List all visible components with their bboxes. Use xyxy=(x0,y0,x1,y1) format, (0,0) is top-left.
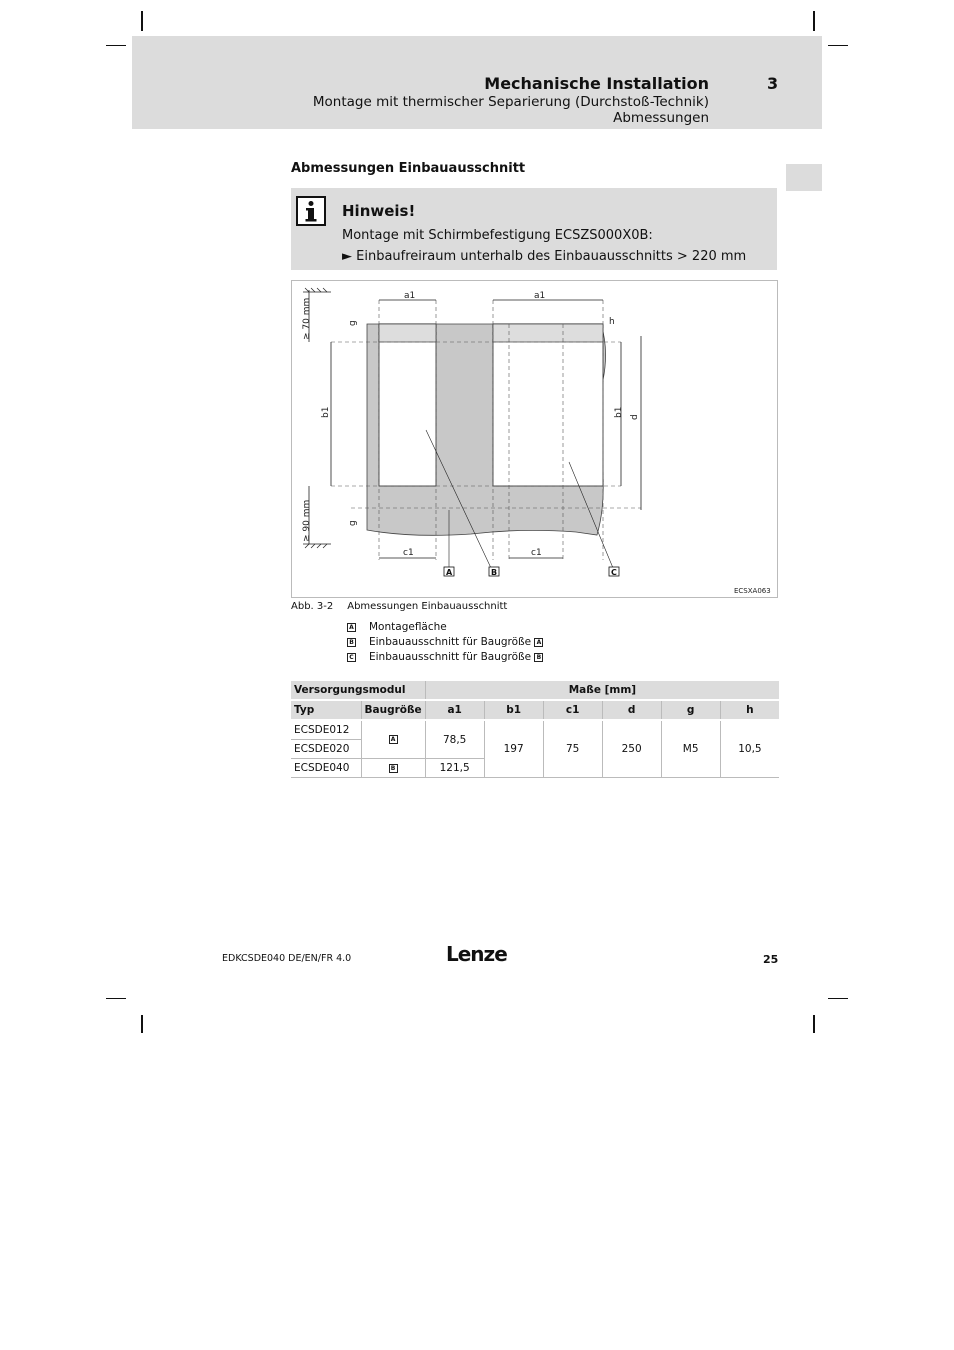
header-band xyxy=(132,36,822,129)
cell-b1: 197 xyxy=(484,720,543,778)
lenze-logo: Lenze xyxy=(446,942,507,966)
marker-c: C xyxy=(611,568,617,577)
dim-b1-left: b1 xyxy=(321,406,331,418)
col-g: g xyxy=(661,700,720,720)
cutout-diagram xyxy=(291,280,778,598)
legend-item xyxy=(347,621,447,633)
cell-h: 10,5 xyxy=(720,720,779,778)
dim-g-bottom: g xyxy=(348,520,358,526)
legend-text: Einbauausschnitt für Baugröße xyxy=(369,651,532,663)
cell-a1: 78,5 xyxy=(425,720,484,759)
group-header-right: Maße [mm] xyxy=(425,681,779,700)
document-code: EDKCSDE040 DE/EN/FR 4.0 xyxy=(222,953,352,964)
group-header-left: Versorgungsmodul xyxy=(291,681,425,700)
dim-a1-left: a1 xyxy=(404,291,416,301)
clearance-top: ≥ 70 mm xyxy=(302,297,312,340)
note-text: Montage mit Schirmbefestigung ECSZS000X0B: xyxy=(342,228,653,243)
figure-code: ECSXA063 xyxy=(734,587,771,595)
crop-mark xyxy=(828,45,848,46)
figure-caption xyxy=(291,601,507,612)
cell-a1: 121,5 xyxy=(425,759,484,778)
col-a1: a1 xyxy=(425,700,484,720)
side-tab xyxy=(786,164,822,191)
marker-b: B xyxy=(491,568,498,577)
cell-d: 250 xyxy=(602,720,661,778)
cell-c1: 75 xyxy=(543,720,602,778)
crop-mark xyxy=(106,45,126,46)
note-title: Hinweis! xyxy=(342,202,416,220)
legend-ref: A xyxy=(534,638,543,647)
col-c1: c1 xyxy=(543,700,602,720)
legend-text: Einbauausschnitt für Baugröße xyxy=(369,636,532,648)
legend-key-b: B xyxy=(347,638,356,647)
dimensions-table xyxy=(291,681,779,778)
cell-typ: ECSDE040 xyxy=(291,759,361,778)
legend-key-a: A xyxy=(347,623,356,632)
legend-key-c: C xyxy=(347,653,356,662)
col-d: d xyxy=(602,700,661,720)
chapter-number: 3 xyxy=(767,74,779,93)
cell-baugroesse: B xyxy=(361,759,425,778)
info-icon xyxy=(296,196,326,226)
legend-ref: B xyxy=(534,653,543,662)
crop-mark xyxy=(106,998,126,999)
dim-d: d xyxy=(630,414,640,420)
cell-typ: ECSDE012 xyxy=(291,720,361,740)
chapter-title: Mechanische Installation xyxy=(484,74,709,93)
table-group-header xyxy=(291,681,779,700)
cell-baugroesse: A xyxy=(361,720,425,759)
chapter-subtitle: Montage mit thermischer Separierung (Durchstoß-Technik) xyxy=(312,94,709,110)
dim-b1-right: b1 xyxy=(614,406,624,418)
section-title: Abmessungen Einbauausschnitt xyxy=(291,161,526,176)
legend-text: Montagefläche xyxy=(369,621,447,633)
crop-mark xyxy=(141,1015,143,1033)
note-bullet: ► Einbaufreiraum unterhalb des Einbauausschnitts > 220 mm xyxy=(342,249,747,264)
col-h: h xyxy=(720,700,779,720)
table-column-header xyxy=(291,700,779,720)
caption-number: Abb. 3-2 xyxy=(291,601,334,612)
crop-mark xyxy=(813,1015,815,1033)
dim-c1-left: c1 xyxy=(403,548,414,558)
page-number: 25 xyxy=(763,953,779,966)
clearance-bottom: ≥ 90 mm xyxy=(302,499,312,542)
crop-mark xyxy=(828,998,848,999)
cell-typ: ECSDE020 xyxy=(291,740,361,759)
col-typ: Typ xyxy=(291,700,361,720)
dim-g-top: g xyxy=(348,320,358,326)
legend-item xyxy=(347,636,543,648)
dim-a1-right: a1 xyxy=(534,291,546,301)
col-b1: b1 xyxy=(484,700,543,720)
dim-h: h xyxy=(609,317,615,327)
caption-text: Abmessungen Einbauausschnitt xyxy=(347,601,508,612)
dim-c1-right: c1 xyxy=(531,548,542,558)
cell-g: M5 xyxy=(661,720,720,778)
marker-a: A xyxy=(446,568,453,577)
table-row xyxy=(291,720,779,740)
crop-mark xyxy=(141,11,143,31)
legend-item xyxy=(347,651,543,663)
chapter-subsection: Abmessungen xyxy=(613,110,709,126)
col-baugroesse: Baugröße xyxy=(361,700,425,720)
crop-mark xyxy=(813,11,815,31)
